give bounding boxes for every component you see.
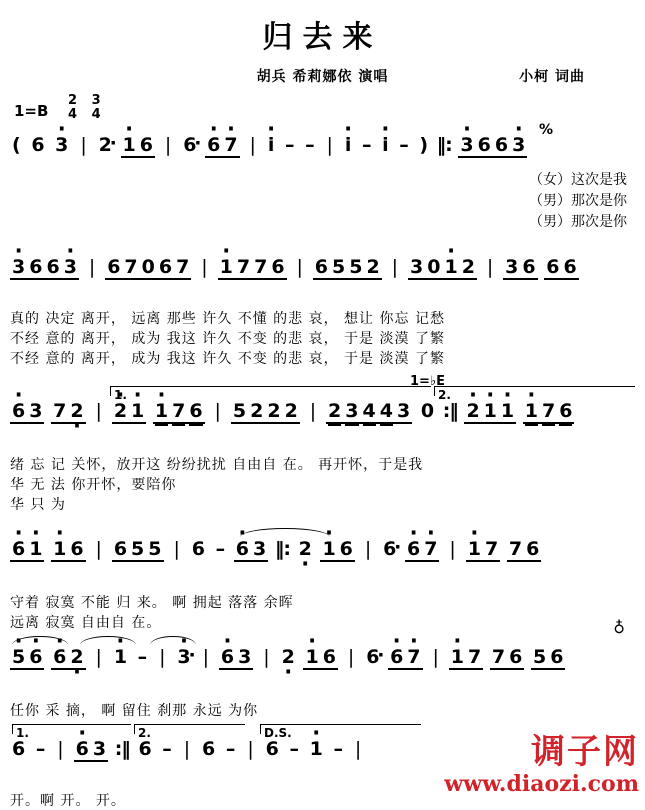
first-ending-label: 1. [114,388,127,402]
meter-denominator-1: 4 [68,106,78,122]
lyric-line-3-1: 绪 忘 记 关怀，放开这 纷纷扰扰 自由自 在。 再开怀，于是我 [10,457,424,473]
watermark-site-name: 调子网 [531,731,639,772]
note-row-2: · 3 6 6 · 3 | 6 7 0 6 7 | · 1 7 7 6 | 6 5 5 2 | 3 0 · 1 2 | 3 6 6 6 [10,256,635,302]
coda-icon: ♁ [613,618,625,637]
note-row-3: · 6 3 7 2 · | · 2 · 1 · 1 7 6 | 5 2 2 2 | 2 3 4 4 3 0 :‖ · 2 · 1 · 1 · 1 7 6 [10,390,635,446]
lyric-line-male-1: （男）那次是你 [529,193,627,209]
ds-al-label: D.S. [264,726,292,740]
watermark-url: www.diaozi.com [444,771,639,797]
lyric-line-male-2: （男）那次是你 [529,214,627,230]
lyric-line-3-3: 华 只 为 [10,497,66,513]
time-signature-1 [68,94,77,121]
credits [0,66,645,90]
note-row-5: · 5 · 6 · 6 2 · | · 1 – | · 3 · | · 6 3 | 2 · · 1 6 | 6 · · 6 · 7 | · 1 7 7 6 5 6 [10,638,635,692]
music-system-1 [10,122,635,238]
lyric-line-2-3: 不经 意的 离开， 成为 我这 许久 不变 的悲 哀， 于是 淡漠 了繁 [10,351,445,367]
writer-credit: 小柯 词曲 [519,69,585,85]
lyric-line-5-1: 任你 采 摘， 啊 留住 刹那 永远 为你 [10,703,259,719]
ending-label-2-final: 2. [138,726,151,740]
lyric-line-female-1: （女）这次是我 [529,172,627,188]
music-system-4 [10,530,635,631]
sheet-music-page [0,12,645,809]
music-system-2 [10,256,635,374]
lyric-line-2-2: 不经 意的 离开， 成为 我这 许久 不变 的悲 哀， 于是 淡漠 了繁 [10,331,445,347]
second-ending-label: 2. [438,388,451,402]
meter-numerator-2: 3 [91,93,101,108]
lyric-line-6-1: 开。啊 开。 开。 [10,793,126,809]
ending-label-1-final: 1. [16,726,29,740]
system-1-right-lyrics [529,170,627,233]
page-title: 归去来 [262,20,383,55]
singer-credit: 胡兵 希莉娜依 演唱 [256,69,389,85]
time-signature-2 [92,94,101,121]
time-signature [68,94,111,121]
note-row-1: ( 6 · 3 | 2 · · 1 6 | 6 · · 6 · 7 | · i – – | · i – · i – ) ‖: · 3 6 6 · 3 [10,126,635,180]
segno-marker: % [538,122,553,138]
note-row-6: 6 – | · 6 3 :‖ 6 – | 6 – | 6 – · 1 – | [10,726,635,784]
key-signature: 1=B [14,102,49,120]
lyric-line-2-1: 真的 决定 离开， 远离 那些 许久 不懂 的悲 哀， 想让 你忘 记愁 [10,311,445,327]
meter-numerator-1: 2 [68,93,78,108]
meter-denominator-2: 4 [91,106,101,122]
watermark [444,731,639,797]
lyric-line-3-2: 华 无 法 你开怀，要陪你 [10,477,177,493]
lyric-line-4-2: 远离 寂寞 自由自 在。 [10,615,162,631]
lyric-line-4-1: 守着 寂寞 不能 归 来。 啊 拥起 落落 余晖 [10,595,294,611]
music-system-3 [10,374,635,516]
note-row-4: · 6 · 1 · 1 6 | 6 5 5 | 6 – · 6 3 ‖: 2 · · 1 6 | 6 · · 6 · 7 | · 1 7 7 6 [10,530,635,584]
key-change-label: 1=♭E [410,374,445,389]
